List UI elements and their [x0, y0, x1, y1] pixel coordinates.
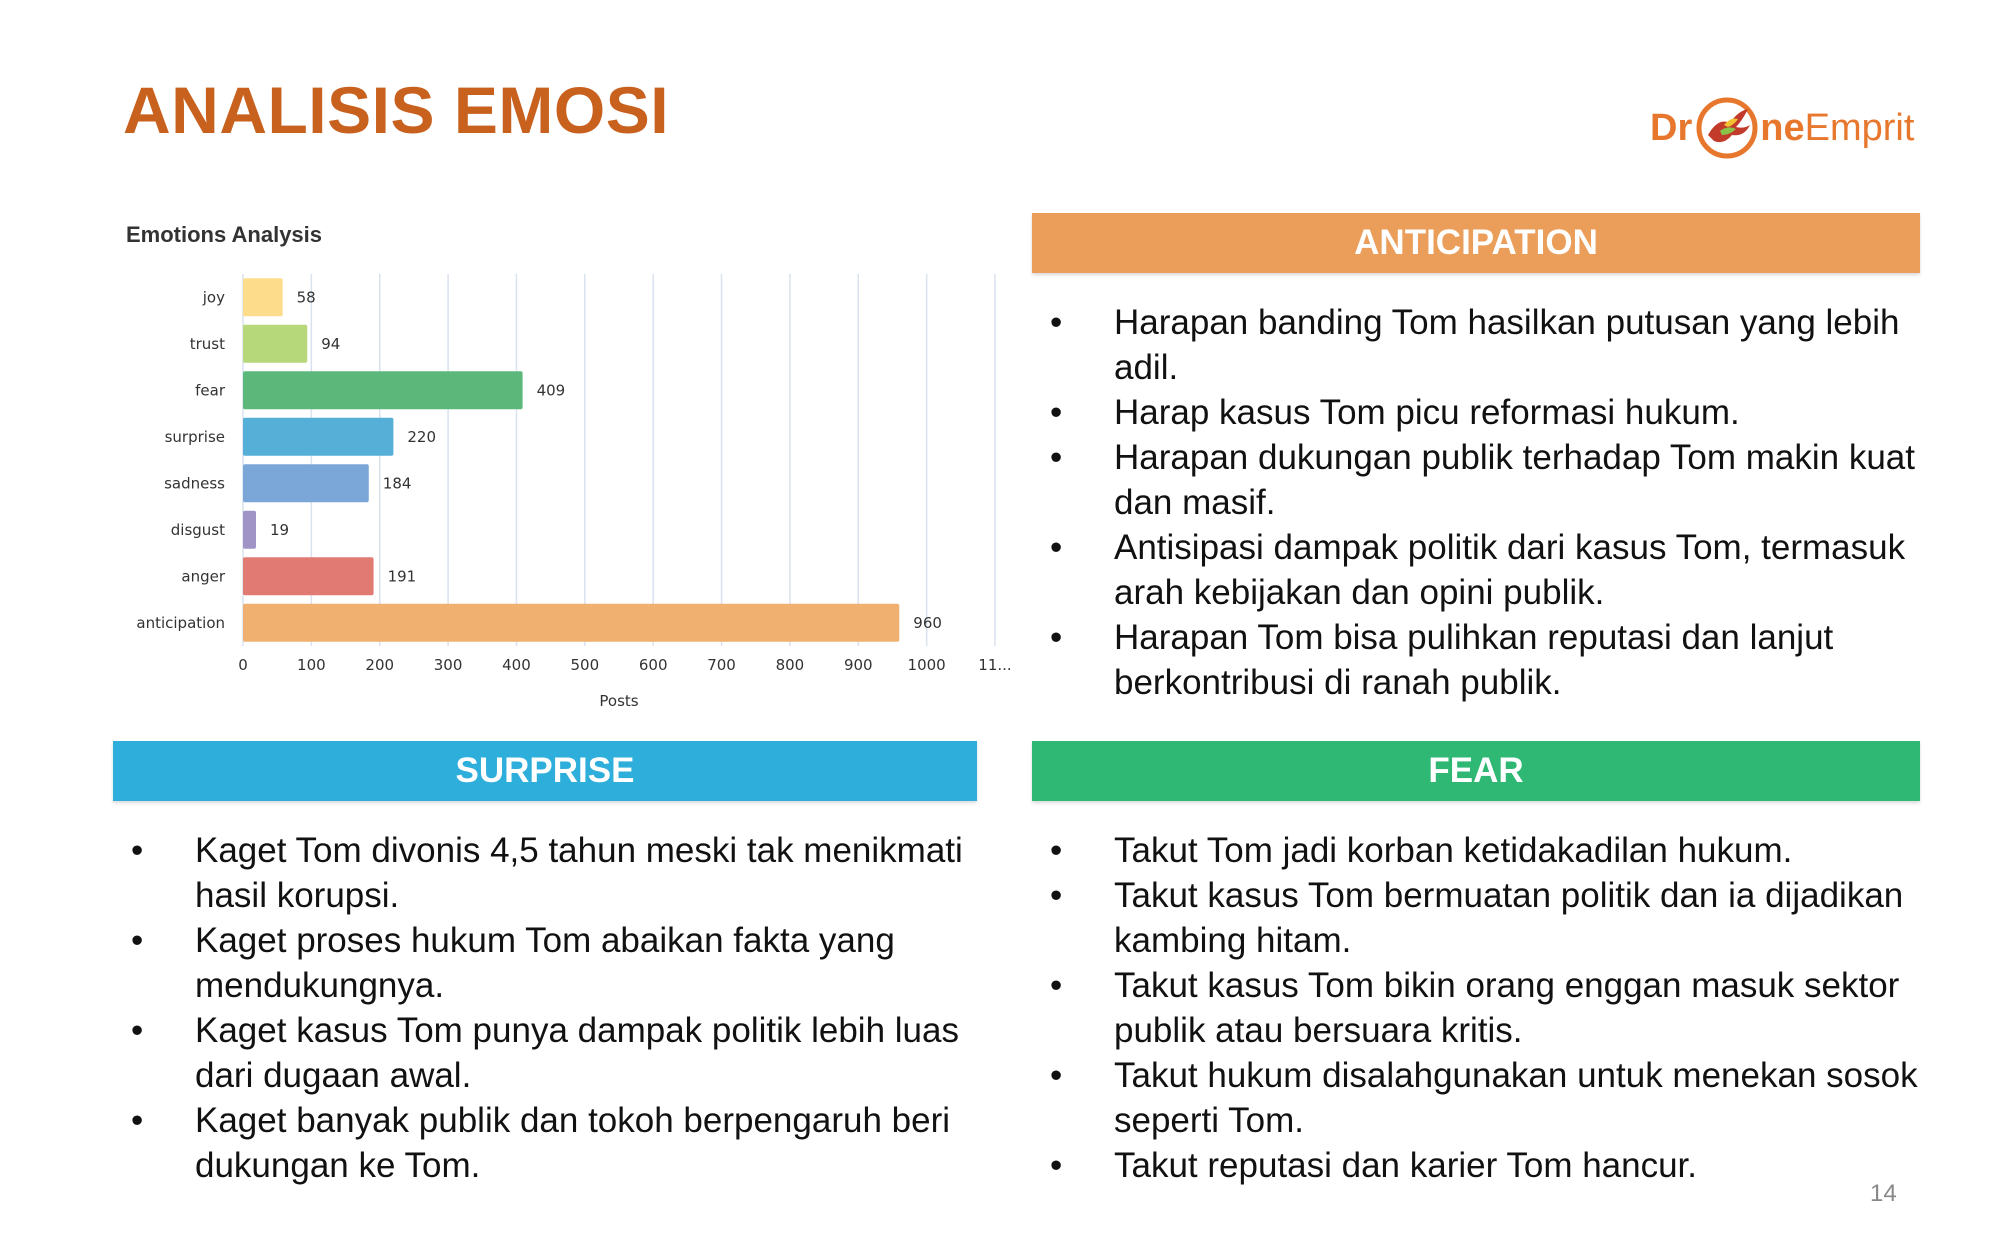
- x-tick-label: 900: [843, 656, 873, 674]
- x-tick-label: 1000: [907, 656, 946, 674]
- data-label: 191: [387, 567, 417, 586]
- list-item: • Takut kasus Tom bermuatan politik dan ia dijadikan kambing hitam.: [1032, 873, 1920, 963]
- category-label: anticipation: [136, 613, 225, 632]
- page-number: 14: [1870, 1180, 1897, 1207]
- category-label: trust: [189, 334, 225, 353]
- list-item: • Takut hukum disalahgunakan untuk menekan sosok seperti Tom.: [1032, 1053, 1920, 1143]
- data-label: 220: [407, 427, 437, 446]
- bar-joy: [243, 278, 283, 316]
- x-axis-label: Posts: [599, 692, 639, 710]
- logo-text-part3: Emprit: [1804, 106, 1915, 149]
- slide-title: ANALISIS EMOSI: [123, 73, 670, 147]
- category-label: surprise: [164, 427, 225, 446]
- x-tick-label: 300: [433, 656, 463, 674]
- list-item: • Kaget banyak publik dan tokoh berpengaruh beri dukungan ke Tom.: [113, 1098, 973, 1188]
- chart-title: Emotions Analysis: [126, 222, 323, 247]
- logo-text-part1: Dr: [1650, 106, 1693, 149]
- list-item: • Kaget Tom divonis 4,5 tahun meski tak menikmati hasil korupsi.: [113, 828, 973, 918]
- list-item: • Kaget proses hukum Tom abaikan fakta yang mendukungnya.: [113, 918, 973, 1008]
- bar-disgust: [243, 511, 256, 549]
- fear-header: FEAR: [1032, 741, 1920, 801]
- x-tick-label: 800: [775, 656, 805, 674]
- data-label: 58: [296, 288, 316, 307]
- x-tick-label: 700: [707, 656, 736, 674]
- surprise-header: SURPRISE: [113, 741, 977, 801]
- x-tick-label: 400: [502, 656, 531, 674]
- x-tick-label: 100: [297, 656, 326, 674]
- list-item: • Takut Tom jadi korban ketidakadilan hukum.: [1032, 828, 1920, 873]
- data-label: 409: [536, 381, 566, 400]
- list-item: • Harapan banding Tom hasilkan putusan yang lebih adil.: [1032, 300, 1920, 390]
- anticipation-list: [1032, 300, 1920, 705]
- bar-anger: [243, 557, 374, 595]
- drone-emprit-logo: [1650, 88, 1914, 168]
- x-tick-label: 200: [365, 656, 395, 674]
- list-item: • Harapan Tom bisa pulihkan reputasi dan lanjut berkontribusi di ranah publik.: [1032, 615, 1920, 705]
- emotions-bar-chart: [120, 262, 1020, 722]
- fear-list: [1032, 828, 1920, 1188]
- bird-in-circle-icon: [1694, 95, 1760, 161]
- x-tick-label: 11...: [978, 656, 1012, 674]
- category-label: disgust: [170, 520, 225, 539]
- category-label: sadness: [164, 474, 225, 493]
- bar-anticipation: [243, 604, 899, 642]
- list-item: • Kaget kasus Tom punya dampak politik lebih luas dari dugaan awal.: [113, 1008, 973, 1098]
- data-label: 960: [913, 613, 942, 632]
- bar-fear: [243, 371, 523, 409]
- x-tick-label: 500: [570, 656, 600, 674]
- bar-trust: [243, 325, 307, 363]
- category-label: anger: [181, 567, 225, 586]
- list-item: • Antisipasi dampak politik dari kasus Tom, termasuk arah kebijakan dan opini publik.: [1032, 525, 1920, 615]
- data-label: 184: [382, 474, 412, 493]
- list-item: • Harapan dukungan publik terhadap Tom makin kuat dan masif.: [1032, 435, 1920, 525]
- category-label: joy: [202, 288, 225, 307]
- list-item: • Harap kasus Tom picu reformasi hukum.: [1032, 390, 1920, 435]
- x-tick-label: 0: [238, 656, 248, 674]
- surprise-list: [113, 828, 973, 1188]
- list-item: • Takut reputasi dan karier Tom hancur.: [1032, 1143, 1920, 1188]
- category-label: fear: [195, 381, 225, 400]
- data-label: 19: [269, 520, 290, 539]
- logo-text-part2: ne: [1760, 106, 1805, 149]
- anticipation-header: ANTICIPATION: [1032, 213, 1920, 273]
- bar-sadness: [243, 464, 369, 502]
- list-item: • Takut kasus Tom bikin orang enggan masuk sektor publik atau bersuara kritis.: [1032, 963, 1920, 1053]
- x-tick-label: 600: [638, 656, 668, 674]
- data-label: 94: [321, 334, 341, 353]
- bar-surprise: [243, 418, 393, 456]
